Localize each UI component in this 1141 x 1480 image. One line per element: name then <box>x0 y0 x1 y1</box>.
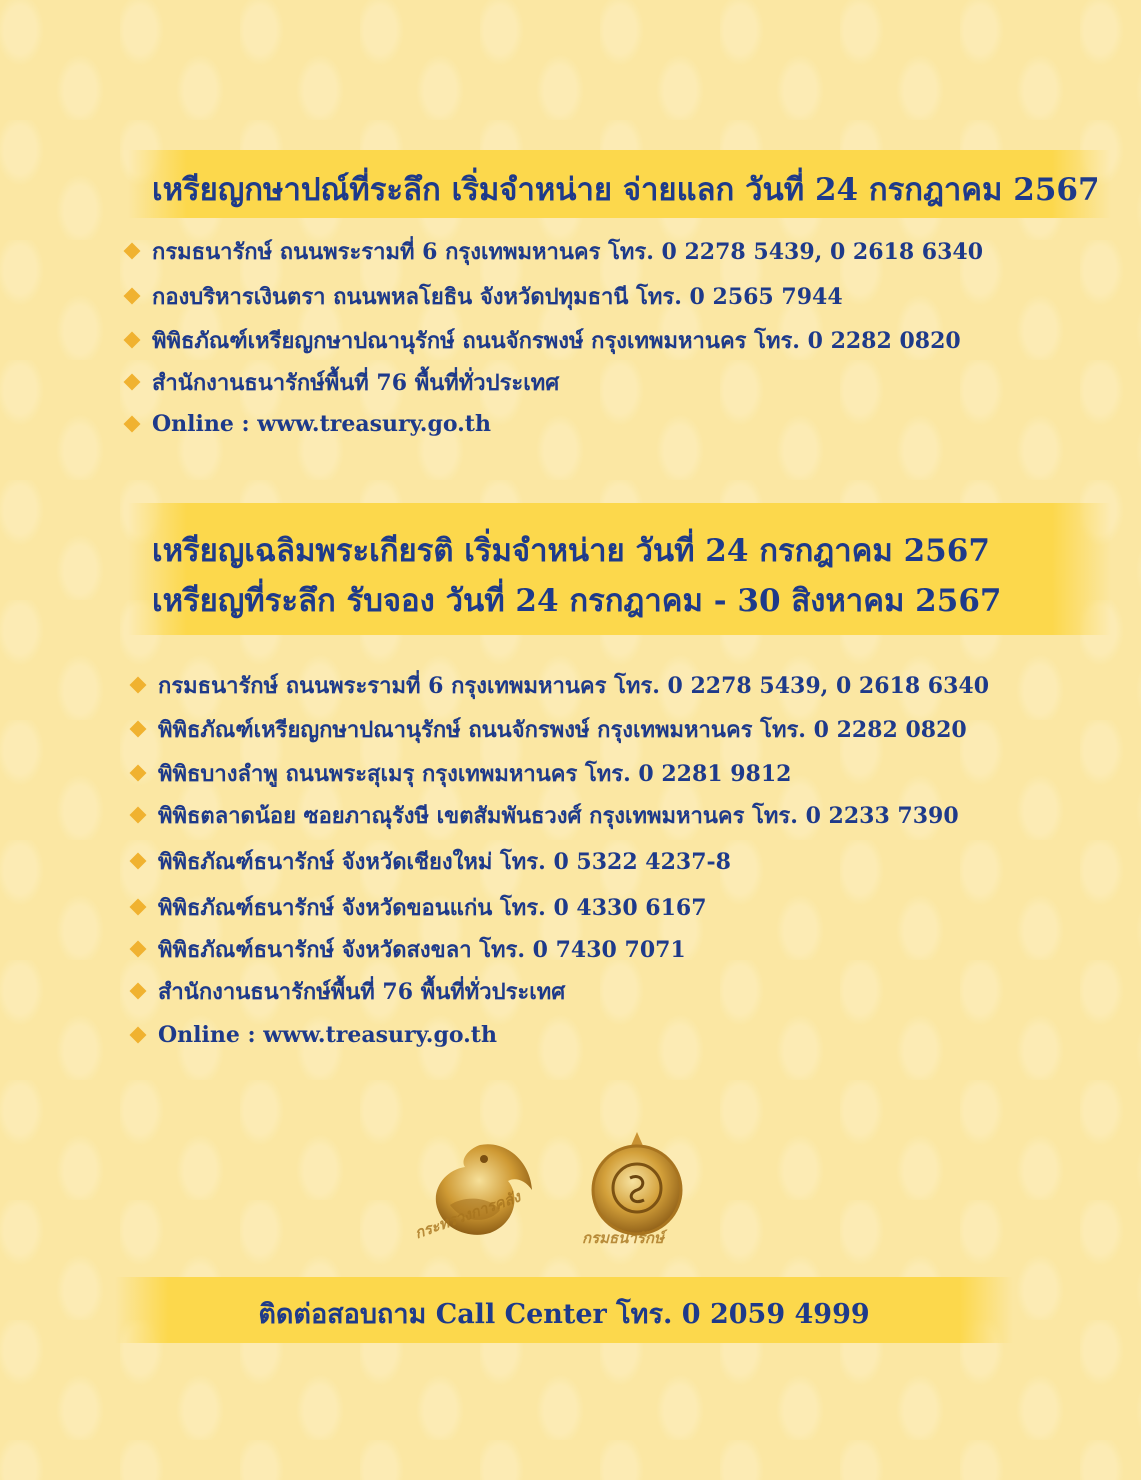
diamond-bullet-icon <box>130 677 147 694</box>
diamond-bullet-icon <box>130 899 147 916</box>
list-item-online: Online : www.treasury.go.th <box>128 1017 497 1053</box>
list-item: กองบริหารเงินตรา ถนนพหลโยธิน จังหวัดปทุมธานี โทร. 0 2565 7944 <box>122 278 843 314</box>
diamond-bullet-icon <box>124 374 141 391</box>
section1-banner <box>128 150 1111 218</box>
list-item: สำนักงานธนารักษ์พื้นที่ 76 พื้นที่ทั่วประเทศ <box>122 364 559 400</box>
diamond-bullet-icon <box>130 983 147 1000</box>
treasury-seal-icon <box>582 1130 692 1240</box>
list-item: พิพิธภัณฑ์ธนารักษ์ จังหวัดขอนแก่น โทร. 0 4330 6167 <box>128 889 707 925</box>
list-item: กรมธนารักษ์ ถนนพระรามที่ 6 กรุงเทพมหานคร โทร. 0 2278 5439, 0 2618 6340 <box>128 667 989 703</box>
call-center-contact: ติดต่อสอบถาม Call Center โทร. 0 2059 4999 <box>258 1299 870 1330</box>
list-item: กรมธนารักษ์ ถนนพระรามที่ 6 กรุงเทพมหานคร โทร. 0 2278 5439, 0 2618 6340 <box>122 233 983 269</box>
list-item: พิพิธภัณฑ์ธนารักษ์ จังหวัดสงขลา โทร. 0 7430 7071 <box>128 931 686 967</box>
treasury-logo-caption: กรมธนารักษ์ <box>582 1229 664 1247</box>
diamond-bullet-icon <box>130 1027 147 1044</box>
list-item: พิพิธภัณฑ์ธนารักษ์ จังหวัดเชียงใหม่ โทร. 0 5322 4237-8 <box>128 843 731 879</box>
diamond-bullet-icon <box>130 807 147 824</box>
list-item-online: Online : www.treasury.go.th <box>122 406 491 442</box>
list-item: พิพิธภัณฑ์เหรียญกษาปณานุรักษ์ ถนนจักรพงษ์ กรุงเทพมหานคร โทร. 0 2282 0820 <box>128 711 967 747</box>
ministry-of-finance-logo <box>412 1135 540 1250</box>
section1-title: เหรียญกษาปณ์ที่ระลึก เริ่มจำหน่าย จ่ายแลก วันที่ 24 กรกฎาคม 2567 <box>152 172 1100 208</box>
list-item: สำนักงานธนารักษ์พื้นที่ 76 พื้นที่ทั่วประเทศ <box>128 973 565 1009</box>
treasury-department-logo <box>582 1130 697 1255</box>
diamond-bullet-icon <box>124 416 141 433</box>
section2-title-line1: เหรียญเฉลิมพระเกียรติ เริ่มจำหน่าย วันที่ 24 กรกฎาคม 2567 <box>152 533 990 569</box>
diamond-bullet-icon <box>124 332 141 349</box>
section2-banner <box>128 503 1111 635</box>
diamond-bullet-icon <box>124 243 141 260</box>
diamond-bullet-icon <box>124 288 141 305</box>
diamond-bullet-icon <box>130 941 147 958</box>
ministry-logo-caption: กระทรวงการคลัง <box>412 1187 523 1243</box>
diamond-bullet-icon <box>130 721 147 738</box>
list-item: พิพิธตลาดน้อย ซอยภาณุรังษี เขตสัมพันธวงศ์ กรุงเทพมหานคร โทร. 0 2233 7390 <box>128 797 959 833</box>
footer-banner <box>115 1277 1013 1343</box>
list-item: พิพิธภัณฑ์เหรียญกษาปณานุรักษ์ ถนนจักรพงษ์ กรุงเทพมหานคร โทร. 0 2282 0820 <box>122 322 961 358</box>
diamond-bullet-icon <box>130 853 147 870</box>
list-item: พิพิธบางลำพู ถนนพระสุเมรุ กรุงเทพมหานคร โทร. 0 2281 9812 <box>128 755 791 791</box>
diamond-bullet-icon <box>130 765 147 782</box>
section2-title-line2: เหรียญที่ระลึก รับจอง วันที่ 24 กรกฎาคม - 30 สิงหาคม 2567 <box>152 583 1002 619</box>
